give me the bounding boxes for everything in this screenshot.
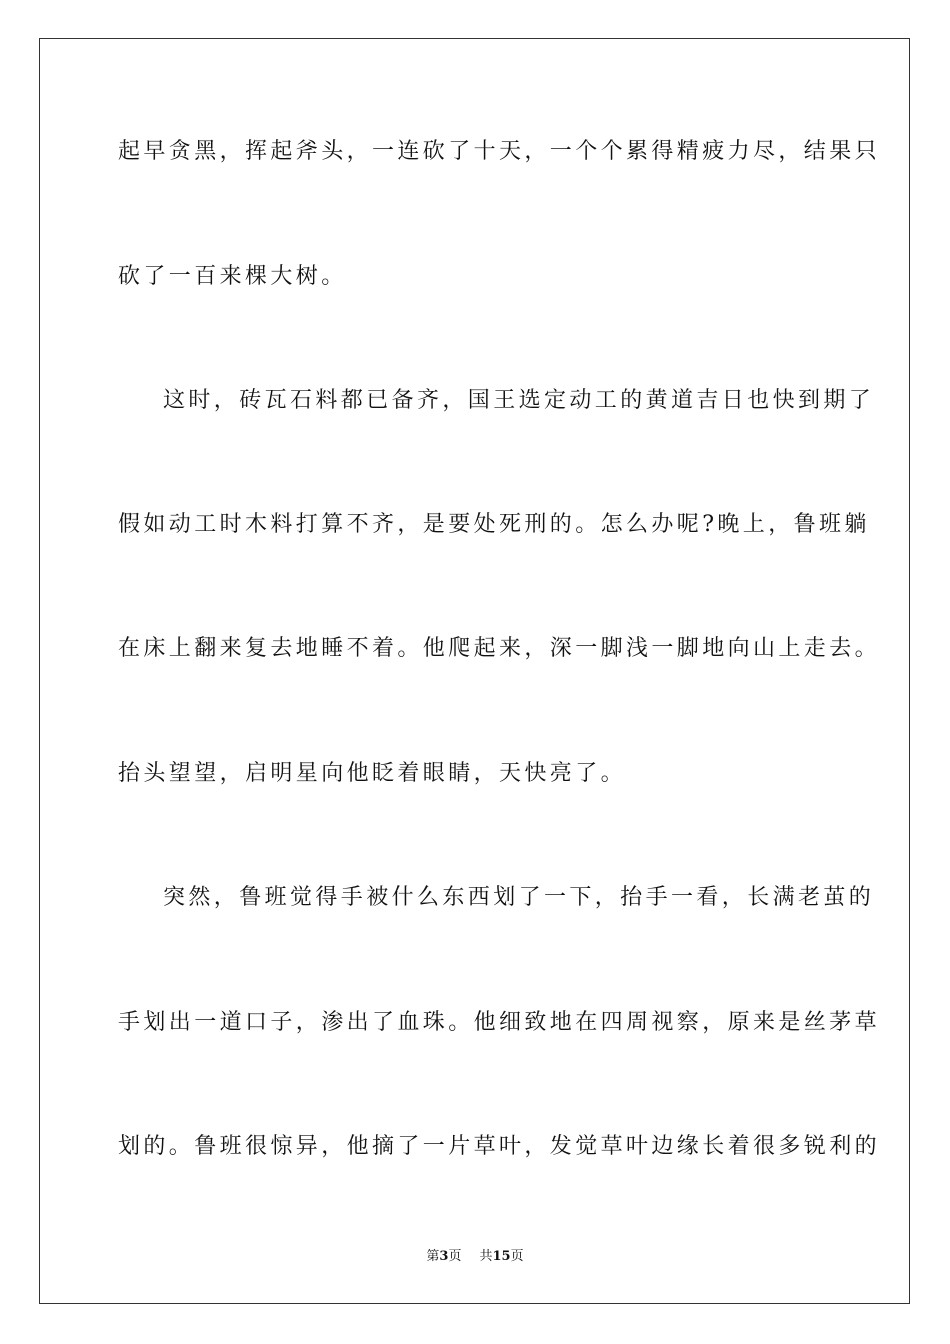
text-line: 这时，砖瓦石料都已备齐，国王选定动工的黄道吉日也快到期了 (163, 388, 875, 413)
page-border (39, 38, 910, 1304)
page-number: 3 (439, 1249, 449, 1264)
total-suffix: 页 (510, 1249, 524, 1264)
text-line: 砍了一百来棵大树。 (118, 264, 347, 289)
text-line: 假如动工时木料打算不齐，是要处死刑的。怎么办呢?晚上，鲁班躺 (118, 512, 870, 537)
text-line: 起早贪黑，挥起斧头，一连砍了十天，一个个累得精疲力尽，结果只 (118, 139, 881, 164)
text-line: 手划出一道口子，渗出了血珠。他细致地在四周视察，原来是丝茅草 (118, 1010, 881, 1035)
page-prefix: 第 (426, 1249, 440, 1264)
text-line: 划的。鲁班很惊异，他摘了一片草叶，发觉草叶边缘长着很多锐利的 (118, 1134, 881, 1159)
text-line: 在床上翻来复去地睡不着。他爬起来，深一脚浅一脚地向山上走去。 (118, 636, 881, 661)
total-prefix: 共 (479, 1249, 493, 1264)
text-line: 突然，鲁班觉得手被什么东西划了一下，抬手一看，长满老茧的 (163, 885, 875, 910)
text-line: 抬头望望，启明星向他眨着眼睛，天快亮了。 (118, 761, 627, 786)
page-footer (0, 1248, 950, 1266)
page-suffix: 页 (448, 1249, 462, 1264)
total-pages: 15 (492, 1249, 511, 1264)
